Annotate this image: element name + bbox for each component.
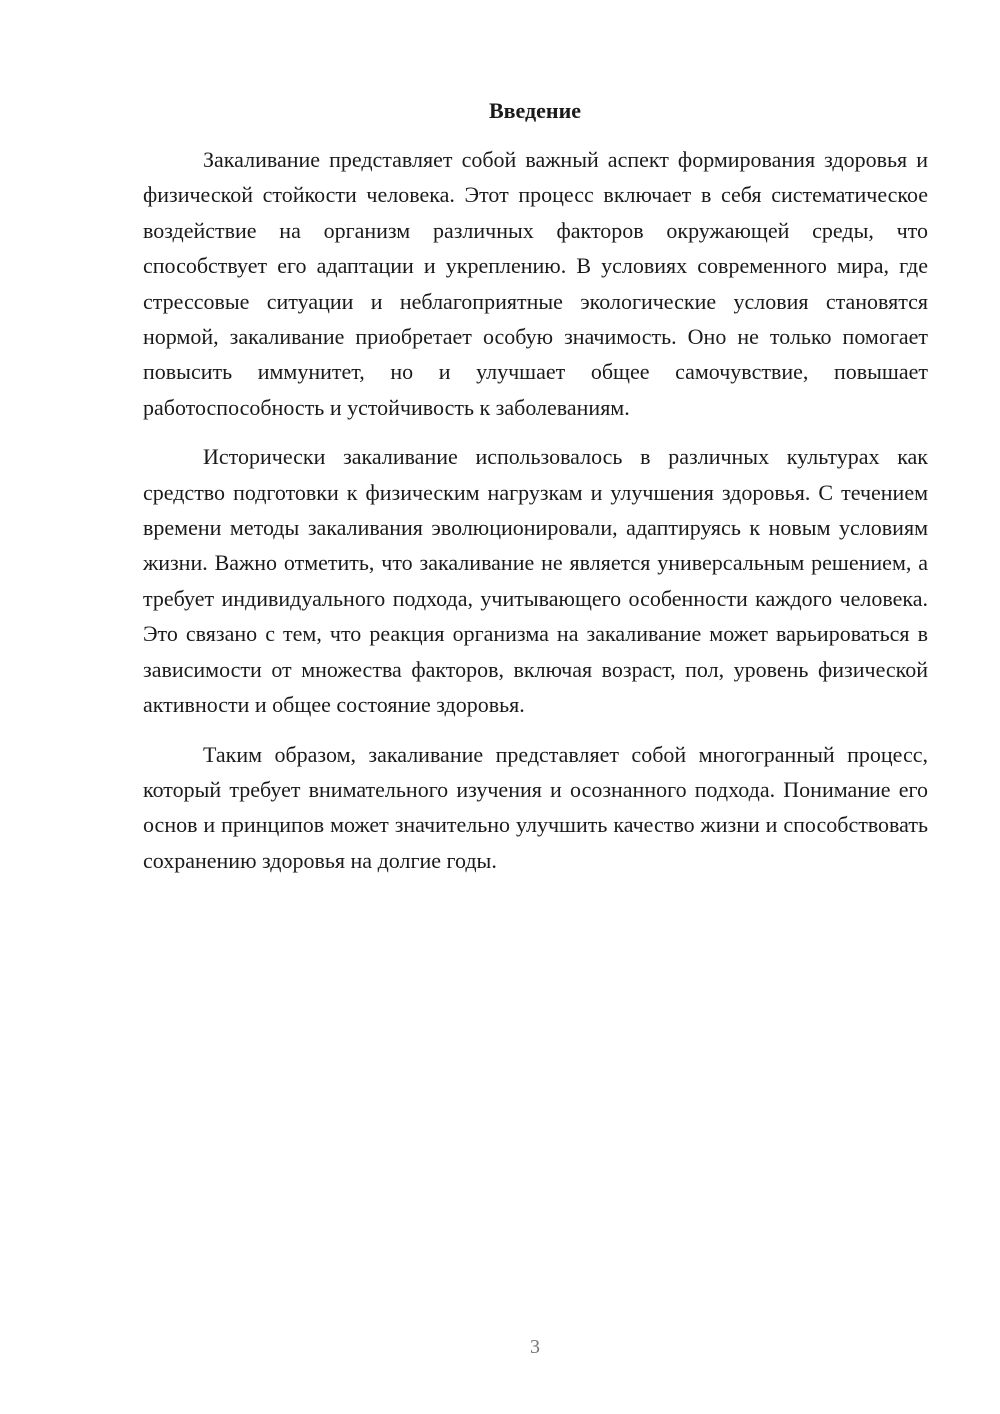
page-title: Введение	[488, 98, 582, 123]
paragraph-3: Таким образом, закаливание представляет собой многогранный процесс, который требует внимательного изучения и осознанного подхода. Понимание его основ и принципов может значительно улучшить качество жизни и способствовать сохранению здоровья на долгие годы.	[143, 741, 928, 873]
paragraph-1: Закаливание представляет собой важный аспект формирования здоровья и физической стойкости человека. Этот процесс включает в себя систематическое воздействие на организм различных факторов окружающей среды, что способствует его адаптации и укреплению. В условиях современного мира, где стрессовые ситуации и неблагоприятные экологические условия становятся нормой, закаливание приобретает особую значимость. Оно не только помогает повысить иммунитет, но и улучшает общее самочувствие, повышает работоспособность и устойчивость к заболеваниям.	[143, 147, 928, 420]
page-number: 3	[530, 1336, 540, 1358]
body-text	[143, 142, 928, 892]
paragraph-2: Исторически закаливание использовалось в различных культурах как средство подготовки к физическим нагрузкам и улучшения здоровья. С течением времени методы закаливания эволюционировали, адаптируясь к новым условиям жизни. Важно отметить, что закаливание не является универсальным решением, а требует индивидуального подхода, учитывающего особенности каждого человека. Это связано с тем, что реакция организма на закаливание может варьироваться в зависимости от множества факторов, включая возраст, пол, уровень физической активности и общее состояние здоровья.	[143, 444, 928, 718]
